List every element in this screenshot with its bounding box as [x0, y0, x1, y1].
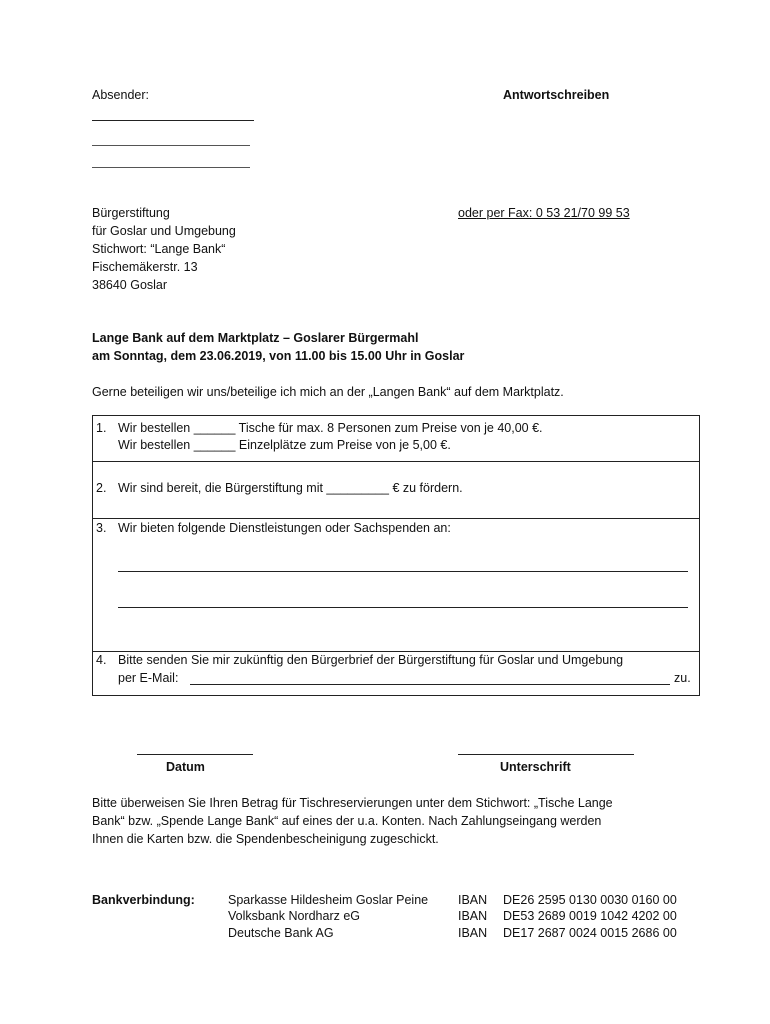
recipient-line-5: 38640 Goslar: [92, 278, 168, 292]
sender-line-1[interactable]: [92, 120, 254, 121]
iban-label-2: IBAN: [458, 909, 488, 923]
iban-label-3: IBAN: [458, 926, 488, 940]
reply-title: Antwortschreiben: [503, 88, 610, 102]
item-4-number: 4.: [96, 653, 107, 667]
item-4-email-label: per E-Mail:: [118, 671, 179, 685]
iban-2: DE53 2689 0019 1042 4202 00: [503, 909, 677, 923]
date-line[interactable]: [137, 754, 253, 755]
signature-label: Unterschrift: [500, 760, 571, 774]
intro-text: Gerne beteiligen wir uns/beteilige ich mich an der „Langen Bank“ auf dem Marktplatz.: [92, 385, 564, 399]
bank-name-2: Volksbank Nordharz eG: [228, 909, 361, 923]
recipient-line-2: für Goslar und Umgebung: [92, 224, 236, 238]
item-2-text[interactable]: Wir sind bereit, die Bürgerstiftung mit _________ € zu fördern.: [118, 481, 463, 495]
payment-note-line-3: Ihnen die Karten bzw. die Spendenbescheinigung zugeschickt.: [92, 832, 439, 846]
subject-line-1: Lange Bank auf dem Marktplatz – Goslarer Bürgermahl: [92, 331, 419, 345]
sender-line-3[interactable]: [92, 167, 250, 168]
iban-label-1: IBAN: [458, 893, 488, 907]
item-4-line-1: Bitte senden Sie mir zukünftig den Bürgerbrief der Bürgerstiftung für Goslar und Umgebung: [118, 653, 624, 667]
iban-3: DE17 2687 0024 0015 2686 00: [503, 926, 677, 940]
signature-line[interactable]: [458, 754, 634, 755]
bank-name-3: Deutsche Bank AG: [228, 926, 334, 940]
email-input-line[interactable]: [190, 684, 670, 685]
payment-note-line-1: Bitte überweisen Sie Ihren Betrag für Tischreservierungen unter dem Stichwort: „Tische Lange: [92, 796, 613, 810]
item-1-line-1[interactable]: Wir bestellen ______ Tische für max. 8 Personen zum Preise von je 40,00 €.: [118, 421, 543, 435]
services-line-2[interactable]: [118, 607, 688, 608]
date-label: Datum: [166, 760, 205, 774]
iban-1: DE26 2595 0130 0030 0160 00: [503, 893, 677, 907]
item-2-number: 2.: [96, 481, 107, 495]
recipient-line-1: Bürgerstiftung: [92, 206, 170, 220]
subject-line-2: am Sonntag, dem 23.06.2019, von 11.00 bis 15.00 Uhr in Goslar: [92, 349, 465, 363]
item-1-line-2[interactable]: Wir bestellen ______ Einzelplätze zum Preise von je 5,00 €.: [118, 438, 451, 452]
sender-line-2[interactable]: [92, 145, 250, 146]
item-3-number: 3.: [96, 521, 107, 535]
item-1-number: 1.: [96, 421, 107, 435]
fax-number: oder per Fax: 0 53 21/70 99 53: [458, 206, 630, 220]
sender-label: Absender:: [92, 88, 149, 102]
item-3-text: Wir bieten folgende Dienstleistungen oder Sachspenden an:: [118, 521, 451, 535]
payment-note-line-2: Bank“ bzw. „Spende Lange Bank“ auf eines der u.a. Konten. Nach Zahlungseingang werden: [92, 814, 602, 828]
recipient-line-3: Stichwort: “Lange Bank“: [92, 242, 226, 256]
item-4-suffix: zu.: [674, 671, 691, 685]
bank-label: Bankverbindung:: [92, 893, 195, 907]
services-line-1[interactable]: [118, 571, 688, 572]
recipient-line-4: Fischemäkerstr. 13: [92, 260, 198, 274]
services-box-3: [92, 518, 700, 652]
bank-name-1: Sparkasse Hildesheim Goslar Peine: [228, 893, 429, 907]
